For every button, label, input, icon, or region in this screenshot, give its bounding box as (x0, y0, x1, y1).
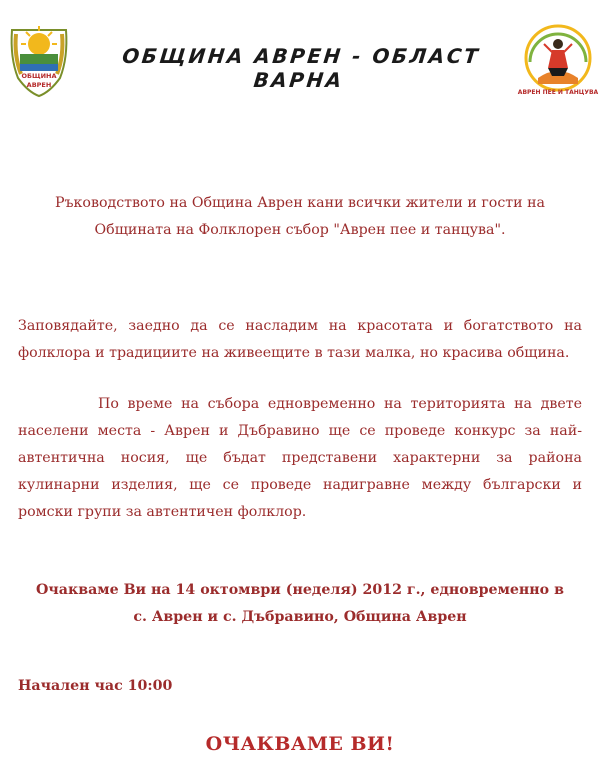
left-logo-label-1: ОБЩИНА (21, 72, 57, 80)
intro-text: Ръководството на Община Аврен кани всички жители и гости на Общината на Фолклорен събор "Аврен пее и танцува". (54, 195, 545, 238)
invitation-paragraph: Заповядайте, заедно да се насладим на красотата и богатството на фолклора и традициите на живеещите в тази малка, но красива община. (18, 318, 582, 361)
left-logo-label-2: АВРЕН (26, 81, 52, 89)
program-paragraph: По време на събора едновременно на територията на двете населени места - Аврен и Дъбравино ще се проведе конкурс за най-автентична носия, ще бъдат представени характерни за района кулинарни изделия, ще се проведе надигравне между български и ромски групи за автентичен фолклор. (18, 396, 582, 520)
closing-line: ОЧАКВАМЕ ВИ! (205, 733, 395, 755)
coat-of-arms-icon (6, 18, 72, 98)
start-time: Начален час 10:00 (18, 678, 173, 694)
event-date-line: Очакваме Ви на 14 октомври (неделя) 2012 г., едновременно в (36, 582, 564, 598)
event-location-line: с. Аврен и с. Дъбравино, Община Аврен (133, 609, 467, 625)
right-logo-label: АВРЕН ПЕЕ И ТАНЦУВА (517, 89, 599, 96)
page-header (0, 0, 600, 110)
event-details (18, 577, 582, 631)
page-title: ОБЩИНА АВРЕН - ОБЛАСТ ВАРНА (121, 44, 482, 92)
folk-dancer-emblem-icon (517, 22, 599, 98)
